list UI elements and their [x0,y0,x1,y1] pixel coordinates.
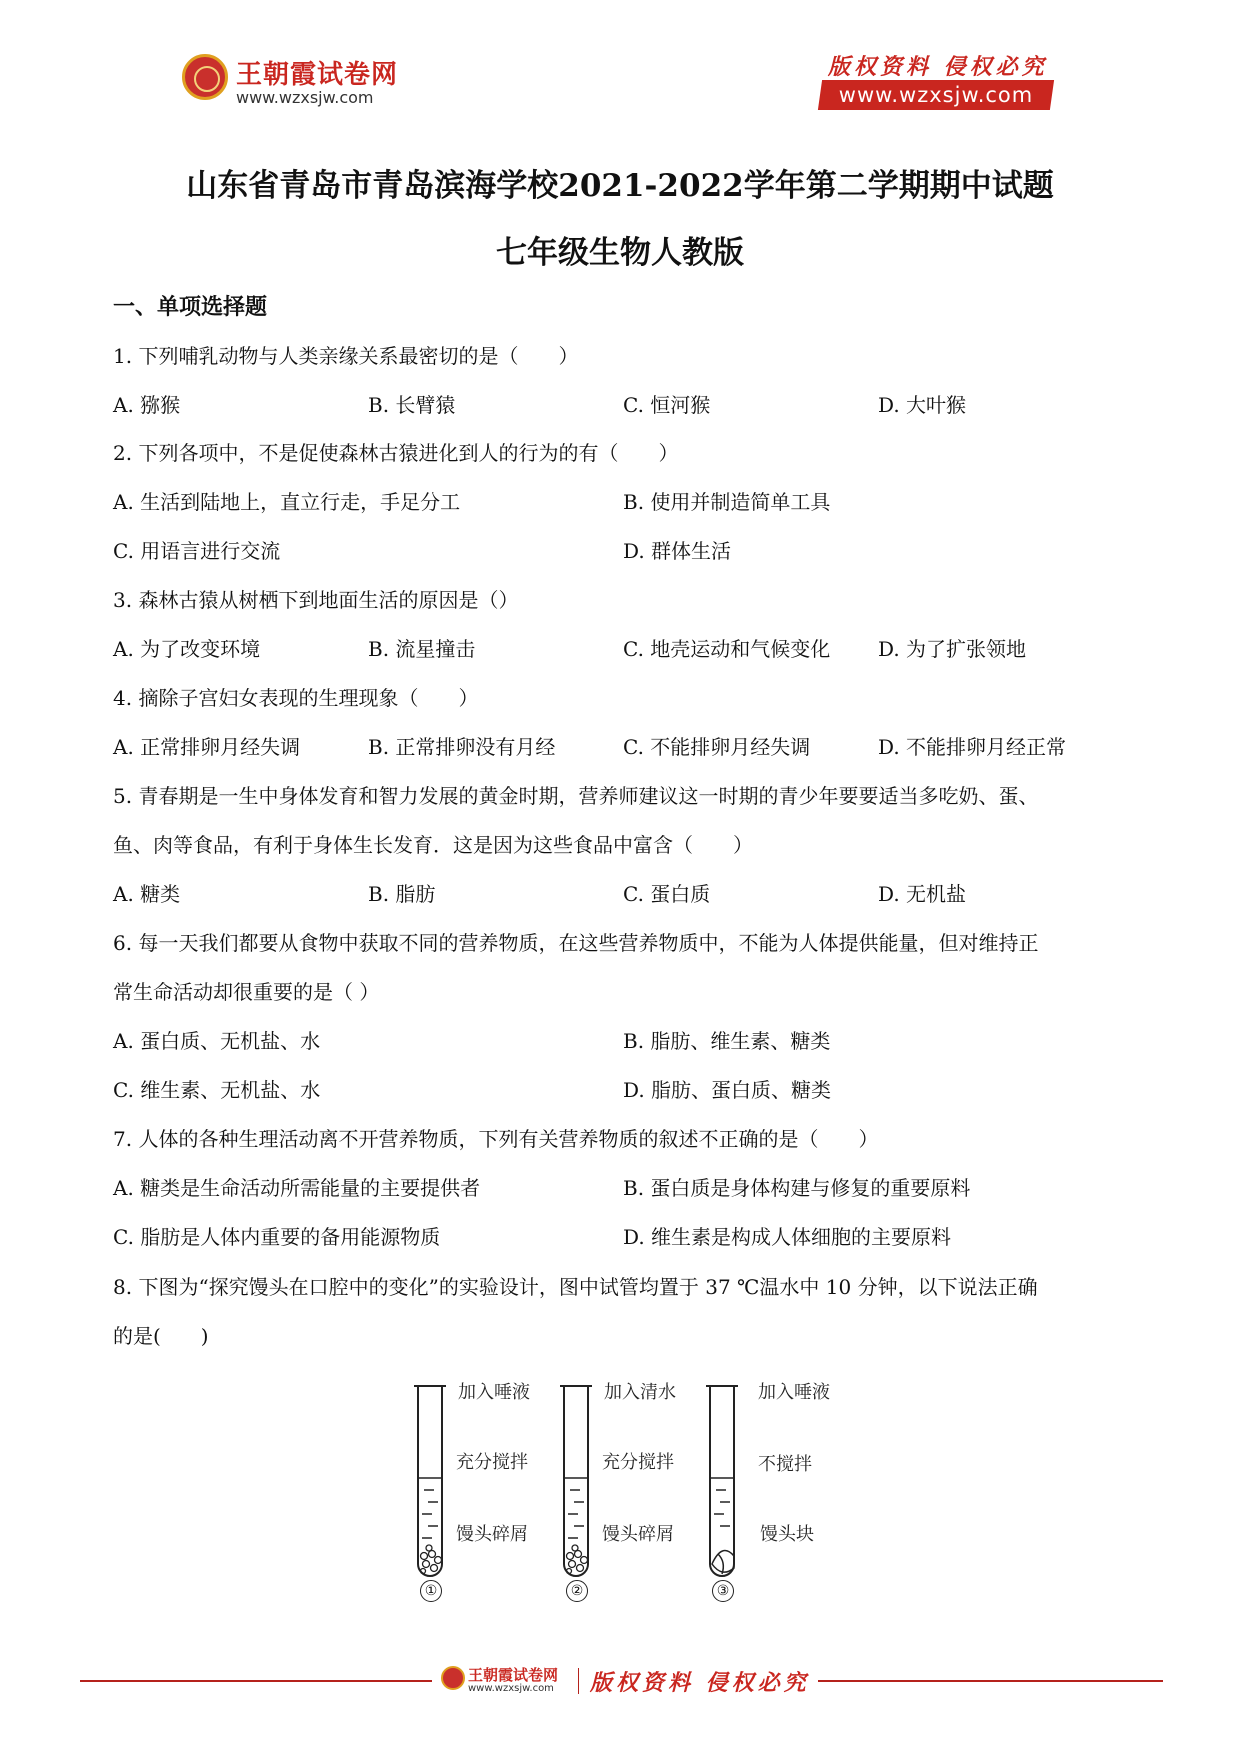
tube-2 [560,1386,592,1576]
bread-block [712,1551,734,1574]
header-logo [182,52,422,110]
url-banner-text: www.wzxsjw.com [838,83,1034,107]
page-subtitle: 七年级生物人教版 [496,235,744,271]
option-6b: B. 脂肪、维生素、糖类 [623,1029,831,1053]
option-7b: B. 蛋白质是身体构建与修复的重要原料 [623,1176,971,1200]
tube-3-mid-label: 不搅拌 [758,1454,812,1475]
option-6c: C. 维生素、无机盐、水 [113,1078,321,1102]
option-4c: C. 不能排卵月经失调 [623,735,811,759]
option-7d: D. 维生素是构成人体细胞的主要原料 [623,1225,952,1249]
tube-1-number: ① [420,1580,442,1602]
option-3c: C. 地壳运动和气候变化 [623,637,831,661]
tube-1-bottom-label: 馒头碎屑 [456,1524,528,1545]
option-5c: C. 蛋白质 [623,882,711,906]
question-7: 7. 人体的各种生理活动离不开营养物质，下列有关营养物质的叙述不正确的是（ ） [113,1127,879,1151]
question-3: 3. 森林古猿从树栖下到地面生活的原因是（） [113,588,519,612]
bread-crumbs [421,1545,588,1574]
tube-2-bottom-label: 馒头碎屑 [602,1524,674,1545]
tube-3-number: ③ [712,1580,734,1602]
tube-2-top-label: 加入清水 [604,1382,676,1403]
option-1c: C. 恒河猴 [623,393,711,417]
question-6-line-1: 6. 每一天我们都要从食物中获取不同的营养物质，在这些营养物质中，不能为人体提供能量，但对维持正 [113,931,1039,955]
header-copyright [820,50,1052,112]
option-1b: B. 长臂猿 [368,393,456,417]
option-7a: A. 糖类是生命活动所需能量的主要提供者 [113,1176,481,1200]
footer-brand: 王朝霞试卷网 [468,1666,559,1684]
option-3a: A. 为了改变环境 [113,637,261,661]
option-3b: B. 流星撞击 [368,637,476,661]
url-banner [818,80,1054,110]
option-6a: A. 蛋白质、无机盐、水 [113,1029,321,1053]
brand-url: www.wzxsjw.com [236,88,374,107]
tube-1-top-label: 加入唾液 [458,1382,530,1403]
footer [0,1660,1240,1700]
option-4b: B. 正常排卵没有月经 [368,735,556,759]
option-4d: D. 不能排卵月经正常 [878,735,1067,759]
option-1d: D. 大叶猴 [878,393,967,417]
test-tube-figure [400,1378,860,1610]
question-5-line-2: 鱼、肉等食品，有利于身体生长发育．这是因为这些食品中富含（ ） [113,833,753,857]
option-5a: A. 糖类 [113,882,181,906]
option-5b: B. 脂肪 [368,882,436,906]
tube-1 [414,1386,446,1576]
tube-3-top-label: 加入唾液 [758,1382,830,1403]
option-3d: D. 为了扩张领地 [878,637,1027,661]
option-2d: D. 群体生活 [623,539,732,563]
option-1a: A. 猕猴 [113,393,181,417]
footer-copyright: 版权资料 侵权必究 [590,1670,810,1696]
tube-2-mid-label: 充分搅拌 [602,1452,674,1473]
question-8-line-1: 8. 下图为“探究馒头在口腔中的变化”的实验设计，图中试管均置于 37 ℃温水中 10 分钟，以下说法正确 [113,1275,1038,1299]
footer-url: www.wzxsjw.com [468,1683,554,1694]
brand-name: 王朝霞试卷网 [236,60,399,90]
question-2: 2. 下列各项中，不是促使森林古猿进化到人的行为的有（ ） [113,441,679,465]
option-5d: D. 无机盐 [878,882,967,906]
footer-rule-right [818,1680,1163,1682]
option-7c: C. 脂肪是人体内重要的备用能源物质 [113,1225,441,1249]
question-1: 1. 下列哺乳动物与人类亲缘关系最密切的是（ ） [113,344,579,368]
copyright-text: 版权资料 侵权必究 [828,54,1048,80]
question-4: 4. 摘除子宫妇女表现的生理现象（ ） [113,686,479,710]
footer-rule-left [80,1680,432,1682]
question-8-line-2: 的是( ) [113,1324,209,1348]
option-6d: D. 脂肪、蛋白质、糖类 [623,1078,832,1102]
tube-3 [706,1386,738,1576]
tube-3-bottom-label: 馒头块 [760,1524,814,1545]
tube-1-mid-label: 充分搅拌 [456,1452,528,1473]
brand-seal-icon [182,54,228,100]
option-4a: A. 正常排卵月经失调 [113,735,301,759]
question-5-line-1: 5. 青春期是一生中身体发育和智力发展的黄金时期，营养师建议这一时期的青少年要要适当多吃奶、蛋、 [113,784,1039,808]
footer-divider [578,1668,579,1694]
tube-2-number: ② [566,1580,588,1602]
footer-seal-icon [441,1666,465,1690]
option-2b: B. 使用并制造简单工具 [623,490,831,514]
test-tubes-drawing [400,1378,860,1610]
section-heading: 一、单项选择题 [113,294,268,320]
page-title: 山东省青岛市青岛滨海学校2021-2022学年第二学期期中试题 [186,168,1054,204]
option-2a: A. 生活到陆地上，直立行走，手足分工 [113,490,461,514]
option-2c: C. 用语言进行交流 [113,539,281,563]
question-6-line-2: 常生命活动却很重要的是（ ） [113,980,380,1004]
